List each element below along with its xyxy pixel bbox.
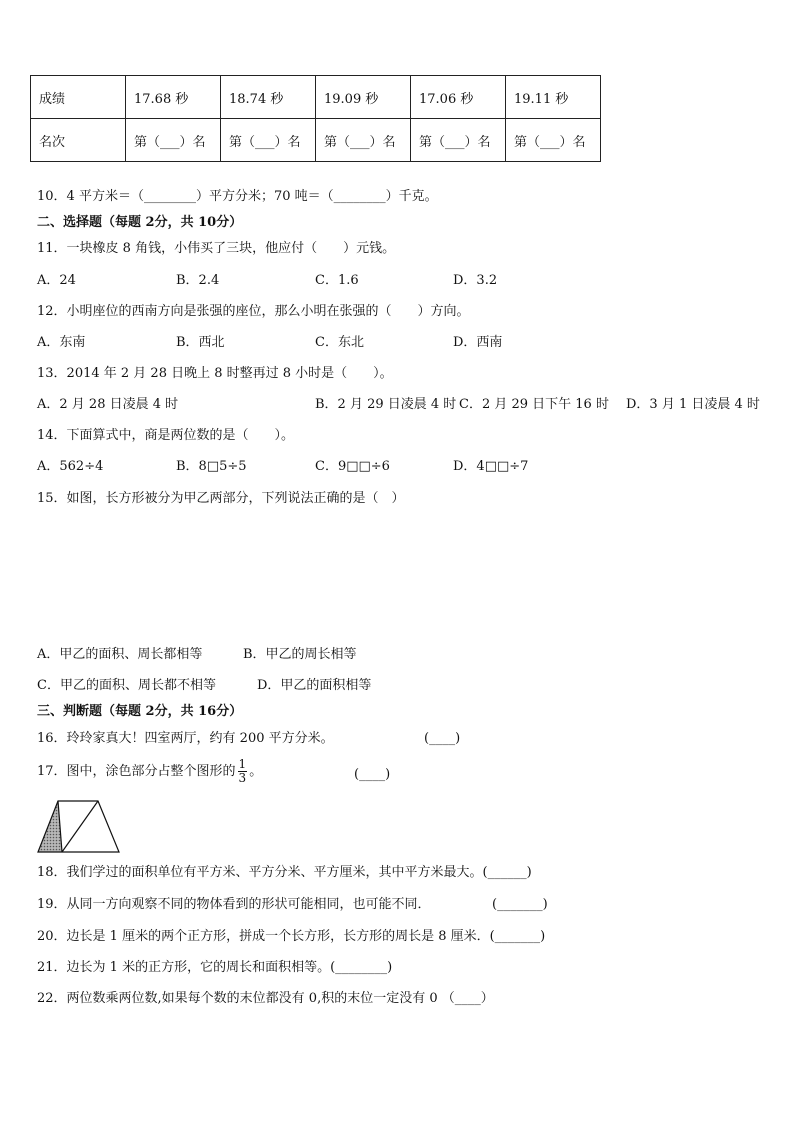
- answer-cell[interactable]: 第（___）名: [506, 119, 601, 162]
- option-b[interactable]: B．2.4: [176, 273, 220, 288]
- table-cell: 18.74 秒: [221, 76, 316, 119]
- question-20: 20．边长是 1 厘米的两个正方形，拼成一个长方形，长方形的周长是 8 厘米．(_______): [37, 929, 546, 944]
- question-19: 19．从同一方向观察不同的物体看到的形状可能相同，也可能不同．: [37, 897, 431, 912]
- fraction-denominator: 3: [238, 771, 247, 785]
- question-17: [37, 758, 262, 786]
- table-cell: 成绩: [31, 76, 126, 119]
- option-d[interactable]: D．3 月 1 日凌晨 4 时: [626, 397, 760, 412]
- section-3-heading: 三、判断题（每题 2分，共 16分）: [37, 704, 243, 719]
- option-a[interactable]: A．562÷4: [37, 459, 104, 474]
- question-10: 10．4 平方米＝（________）平方分米；70 吨＝（________）千克。: [37, 189, 438, 204]
- question-14: 14．下面算式中，商是两位数的是（ ）。: [37, 428, 295, 443]
- option-b[interactable]: B．2 月 29 日凌晨 4 时: [315, 397, 457, 412]
- option-d[interactable]: D．4□□÷7: [453, 459, 529, 474]
- option-a[interactable]: A．2 月 28 日凌晨 4 时: [37, 397, 179, 412]
- option-c[interactable]: C．2 月 29 日下午 16 时: [459, 397, 609, 412]
- question-17-text: 17．图中，涂色部分占整个图形的: [37, 764, 236, 779]
- answer-cell[interactable]: 第（___）名: [221, 119, 316, 162]
- diagonal-line: [62, 801, 98, 852]
- fraction: [238, 758, 248, 785]
- option-a[interactable]: A．24: [37, 273, 76, 288]
- question-16: 16．玲玲家真大！四室两厅，约有 200 平方分米。: [37, 731, 334, 746]
- question-18: 18．我们学过的面积单位有平方米、平方分米、平方厘米，其中平方米最大。(______): [37, 865, 532, 880]
- option-a[interactable]: A．甲乙的面积、周长都相等: [37, 647, 203, 662]
- question-15: 15．如图，长方形被分为甲乙两部分，下列说法正确的是（ ）: [37, 491, 405, 506]
- answer-blank[interactable]: (_______): [492, 897, 548, 912]
- question-12: 12．小明座位的西南方向是张强的座位，那么小明在张强的（ ）方向。: [37, 304, 470, 319]
- option-c[interactable]: C．9□□÷6: [315, 459, 390, 474]
- table-cell: 17.06 秒: [411, 76, 506, 119]
- option-b[interactable]: B．甲乙的周长相等: [243, 647, 357, 662]
- table-row: [31, 119, 601, 162]
- question-13: 13．2014 年 2 月 28 日晚上 8 时整再过 8 小时是（ ）。: [37, 366, 393, 381]
- option-c[interactable]: C．东北: [315, 335, 364, 350]
- answer-blank[interactable]: (____): [424, 731, 461, 746]
- option-b[interactable]: B．西北: [176, 335, 225, 350]
- option-d[interactable]: D．西南: [453, 335, 503, 350]
- table-cell: 17.68 秒: [126, 76, 221, 119]
- option-b[interactable]: B．8□5÷5: [176, 459, 247, 474]
- option-d[interactable]: D．3.2: [453, 273, 498, 288]
- answer-cell[interactable]: 第（___）名: [316, 119, 411, 162]
- answer-cell[interactable]: 第（___）名: [126, 119, 221, 162]
- question-22: 22．两位数乘两位数,如果每个数的末位都没有 0,积的末位一定没有 0 （____）: [37, 991, 494, 1006]
- table-cell: 19.11 秒: [506, 76, 601, 119]
- option-c[interactable]: C．1.6: [315, 273, 359, 288]
- question-11: 11．一块橡皮 8 角钱，小伟买了三块，他应付（ ）元钱。: [37, 241, 396, 256]
- fraction-numerator: 1: [238, 757, 247, 771]
- option-d[interactable]: D．甲乙的面积相等: [257, 678, 372, 693]
- option-c[interactable]: C．甲乙的面积、周长都不相等: [37, 678, 216, 693]
- table-row: [31, 76, 601, 119]
- answer-cell[interactable]: 第（___）名: [411, 119, 506, 162]
- ranking-table: [30, 75, 601, 162]
- answer-blank[interactable]: (____): [354, 767, 391, 782]
- table-cell: 19.09 秒: [316, 76, 411, 119]
- question-21: 21．边长为 1 米的正方形，它的周长和面积相等。(________): [37, 960, 393, 975]
- trapezoid-figure: [37, 800, 121, 854]
- question-17-end: 。: [249, 764, 263, 779]
- table-cell: 名次: [31, 119, 126, 162]
- section-2-heading: 二、选择题（每题 2分，共 10分）: [37, 215, 243, 230]
- option-a[interactable]: A．东南: [37, 335, 86, 350]
